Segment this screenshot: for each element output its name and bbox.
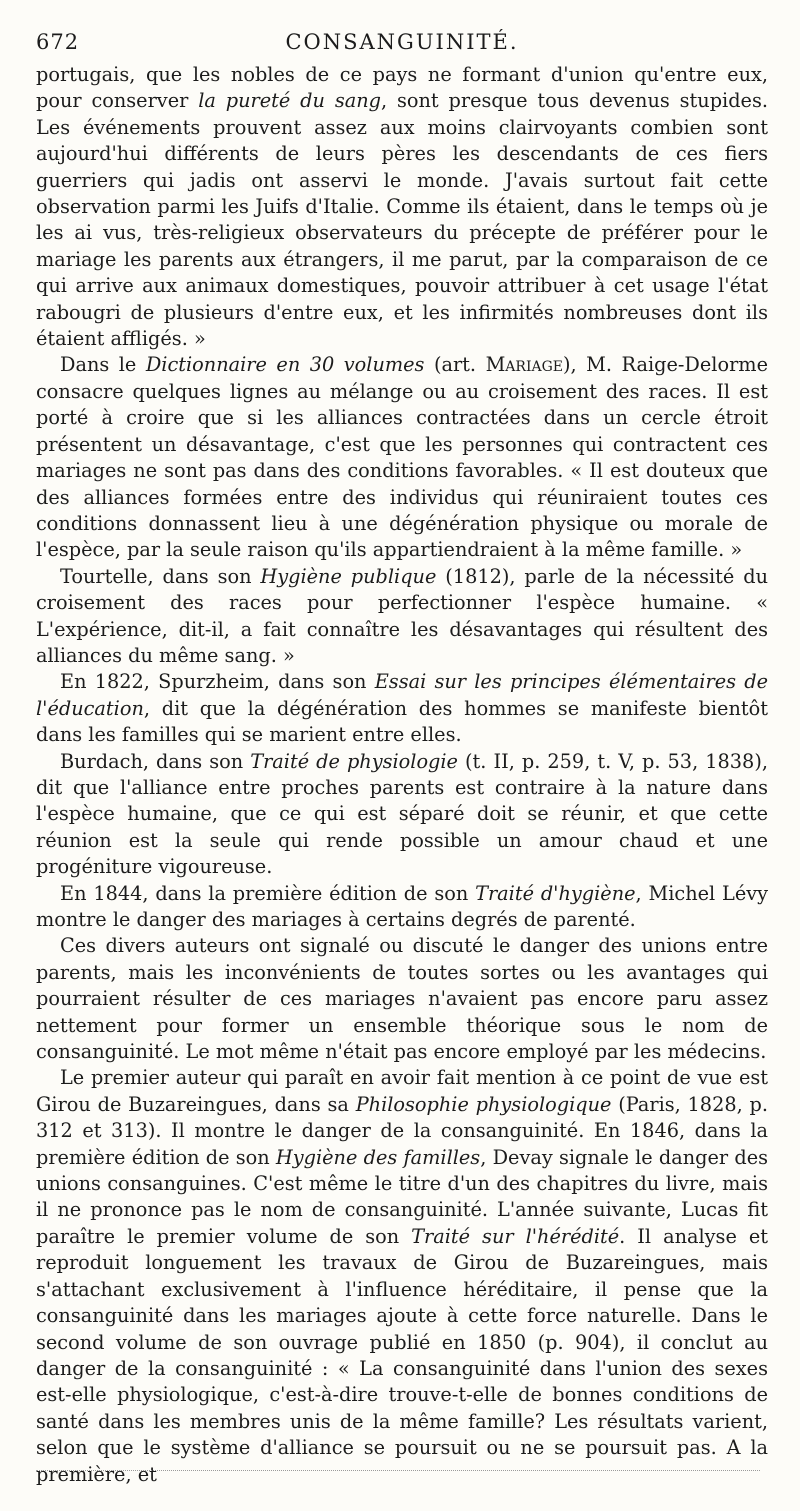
body-text (36, 62, 768, 1488)
paragraph-4: En 1822, Spurzheim, dans son Essai sur les principes élémentaires de l'éducation, dit que la dégénération des hommes se manifeste bientôt dans les familles qui se marient entre elles. (36, 670, 768, 747)
paragraph-8: Le premier auteur qui paraît en avoir fait mention à ce point de vue est Girou de Buzareingues, dans sa Philosophie physiologique (Paris, 1828, p. 312 et 313). Il montre le danger de la consanguinité. En 1846, dans la première édition de son Hygiène des familles, Devay signale le danger des unions consanguines. C'est même le titre d'un des chapitres du livre, mais il ne prononce pas le nom de consanguinité. L'année suivante, Lucas fit paraître le premier volume de son Traité sur l'hérédité. Il analyse et reproduit longuement les travaux de Girou de Buzareingues, mais s'attachant exclusivement à l'influence héréditaire, il pense que la consanguinité dans les mariages ajoute à cette force naturelle. Dans le second volume de son ouvrage publié en 1850 (p. 904), il conclut au danger de la consanguinité : « La consanguinité dans l'union des sexes est-elle physiologique, c'est-à-dire trouve-t-elle de bonnes conditions de santé dans les membres unis de la même famille? Les résultats varient, selon que le système d'alliance se poursuit ou ne se poursuit pas. A la première, et (36, 1066, 769, 1486)
running-title: CONSANGUINITÉ. (285, 30, 519, 54)
page-number: 672 (36, 30, 80, 54)
paragraph-3: Tourtelle, dans son Hygiène publique (1812), parle de la nécessité du croisement des races pour perfectionner l'espèce humaine. « L'expérience, dit-il, a fait connaître les désavantages qui résultent des alliances du même sang. » (36, 564, 768, 667)
paragraph-7: Ces divers auteurs ont signalé ou discuté le danger des unions entre parents, mais les inconvénients de toutes sortes ou les avantages qui pourraient résulter de ces mariages n'avaient pas encore paru assez nettement pour former un ensemble théorique sous le nom de consanguinité. Le mot même n'était pas encore employé par les médecins. (36, 934, 768, 1064)
paragraph-6: En 1844, dans la première édition de son Traité d'hygiène, Michel Lévy montre le danger des mariages à certains degrés de parenté. (36, 881, 769, 931)
paragraph-2: Dans le Dictionnaire en 30 volumes (art. Mariage), M. Raige-Delorme consacre quelques lignes au mélange ou au croisement des races. Il est porté à croire que si les alliances contractées dans un cercle étroit présentent un désavantage, c'est que les personnes qui contractent ces mariages ne sont pas dans des conditions favorables. « Il est douteux que des alliances formées entre des individus qui réuniraient toutes ces conditions donnassent lieu à une dégénération physique ou morale de l'espèce, par la seule raison qu'ils appartiendraient à la même famille. » (36, 353, 768, 562)
page-header (36, 28, 768, 62)
paragraph-5: Burdach, dans son Traité de physiologie (t. II, p. 259, t. V, p. 53, 1838), dit que l'alliance entre proches parents est contraire à la nature dans l'espèce humaine, que ce qui est séparé doit se réunir, et que cette réunion est la seule qui rende possible un amour chaud et une progéniture vigoureuse. (36, 749, 768, 879)
paragraph-1: portugais, que les nobles de ce pays ne formant d'union qu'entre eux, pour conserver la pureté du sang, sont presque tous devenus stupides. Les événements prouvent assez aux moins clairvoyants combien sont aujourd'hui différents de leurs pères les descendants de ces fiers guerriers qui jadis ont asservi le monde. J'avais surtout fait cette observation parmi les Juifs d'Italie. Comme ils étaient, dans le temps où je les ai vus, très-religieux observateurs du précepte de préférer pour le mariage les parents aux étrangers, il me parut, par la comparaison de ce qui arrive aux animaux domestiques, pouvoir attribuer à cet usage l'état rabougri de plusieurs d'entre eux, et les infirmités nombreuses dont ils étaient affligés. » (36, 63, 768, 351)
footer-rule (36, 1470, 760, 1471)
book-page (36, 28, 768, 1488)
